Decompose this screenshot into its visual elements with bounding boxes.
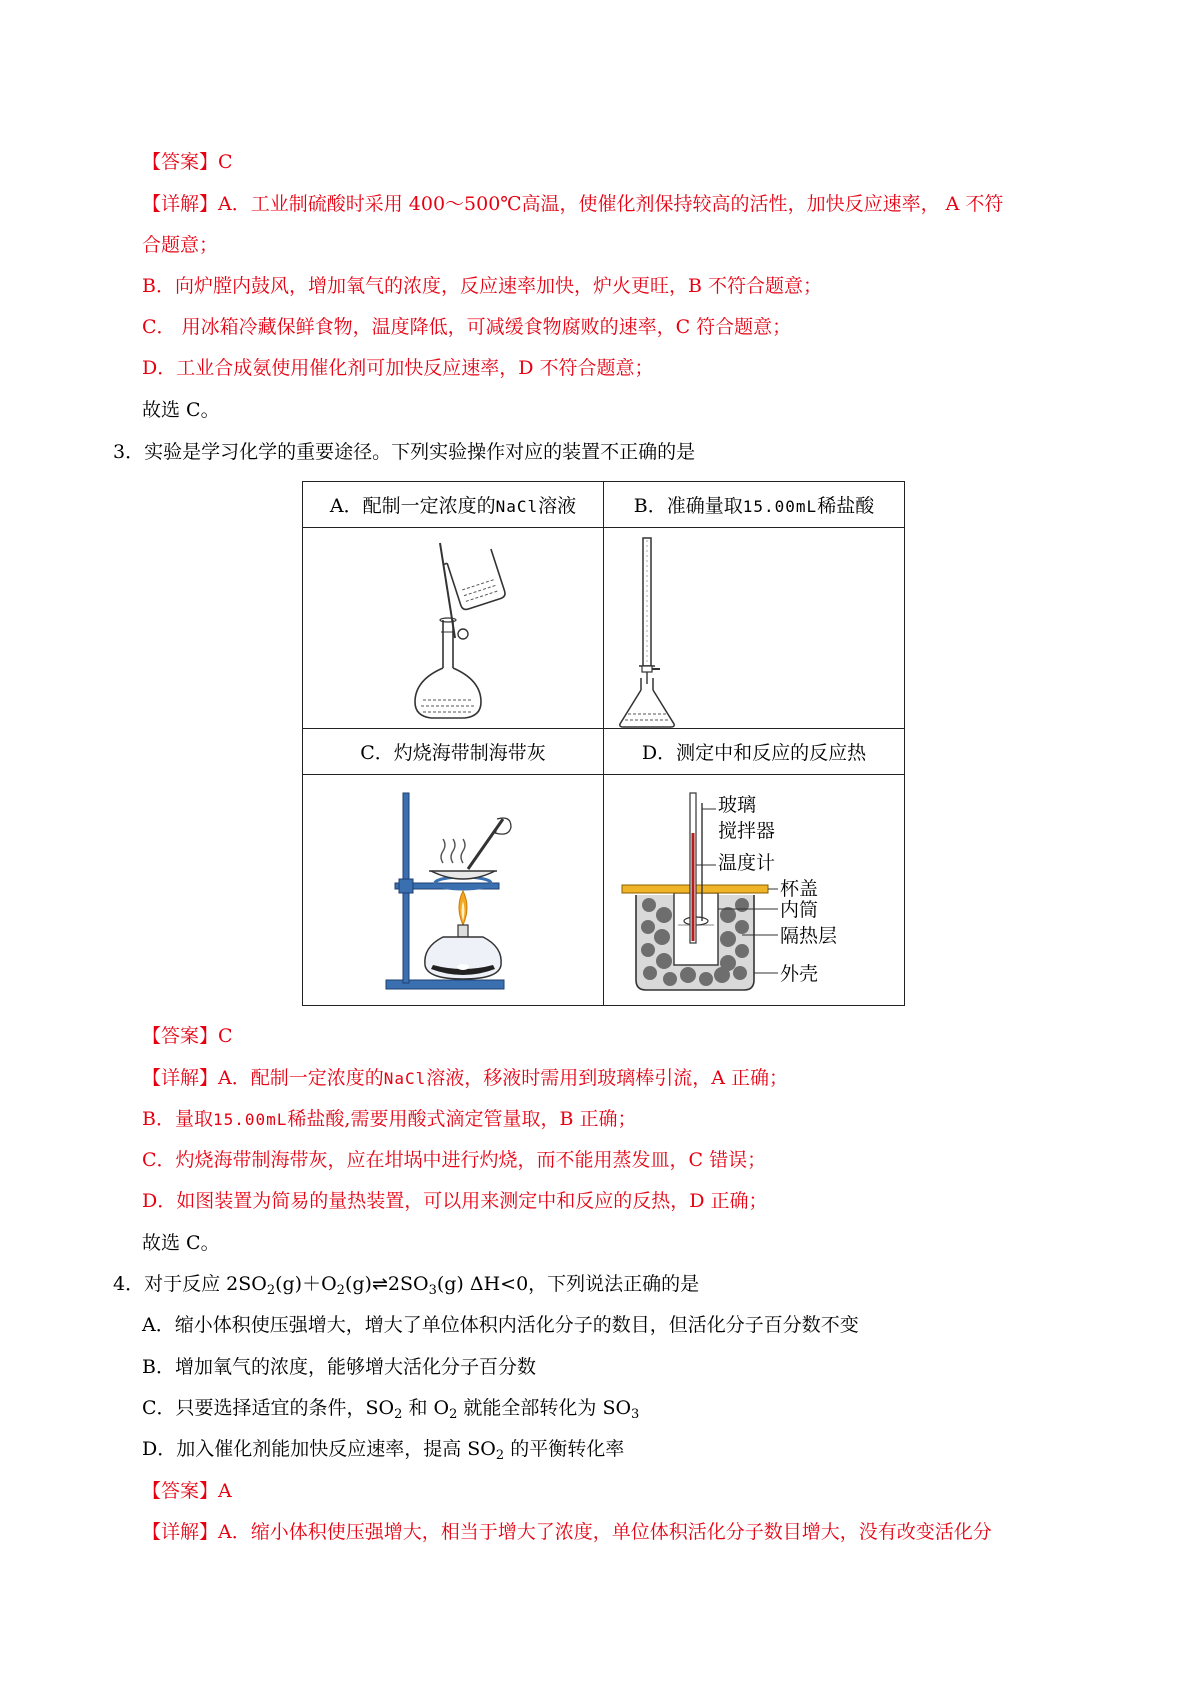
q3-detail-c: C．灼烧海带制海带灰，应在坩埚中进行灼烧，而不能用蒸发皿，C 错误；	[142, 1149, 767, 1171]
label-lid: 杯盖	[780, 878, 819, 900]
option-a-caption: A．配制一定浓度的NaCl溶液	[303, 482, 604, 528]
calorimeter-icon	[604, 775, 904, 1005]
answer-label: 【答案】	[142, 1025, 219, 1047]
answer-label: 【答案】	[142, 151, 219, 173]
burette-icon	[604, 528, 904, 728]
q2-detail-line-1	[142, 190, 1003, 218]
q3-stem: 3．实验是学习化学的重要途径。下列实验操作对应的装置不正确的是	[113, 441, 696, 463]
volumetric-flask-icon	[303, 528, 603, 728]
q4-detail-a: 【详解】A．缩小体积使压强增大，相当于增大了浓度，单位体积活化分子数目增大，没有改变活化分	[142, 1521, 992, 1543]
answer-label: 【答案】	[142, 1480, 219, 1502]
answer-value: C	[218, 1025, 233, 1047]
q3-detail-b: B．量取15.00mL稀盐酸,需要用酸式滴定管量取，B 正确；	[142, 1108, 637, 1130]
option-b-caption: B．准确量取15.00mL稀盐酸	[604, 482, 905, 528]
option-a-figure	[303, 528, 604, 729]
q2-conclusion: 故选 C。	[142, 399, 220, 421]
volume-amount: 15.00mL	[742, 497, 818, 516]
label-shell: 外壳	[780, 963, 819, 985]
q3-answer-line	[142, 1022, 233, 1050]
answer-value: A	[218, 1480, 232, 1502]
label-insulation: 隔热层	[780, 925, 838, 947]
q3-detail-d: D．如图装置为简易的量热装置，可以用来测定中和反应的反热，D 正确；	[142, 1190, 768, 1212]
q2-detail-line-5: D．工业合成氨使用催化剂可加快反应速率，D 不符合题意；	[142, 357, 654, 379]
option-d-caption: D．测定中和反应的反应热	[604, 729, 905, 775]
label-glass-1: 玻璃	[718, 794, 757, 816]
q3-conclusion: 故选 C。	[142, 1232, 220, 1254]
detail-label: 【详解】	[142, 193, 219, 215]
q4-answer-line	[142, 1477, 232, 1505]
q2-detail-line-4: C． 用冰箱冷藏保鲜食物，温度降低，可减缓食物腐败的速率，C 符合题意；	[142, 316, 792, 338]
q4-option-b: B．增加氧气的浓度，能够增大活化分子百分数	[142, 1356, 536, 1378]
equilibrium-arrow-icon: ⇌	[371, 1273, 388, 1295]
q4-option-a: A．缩小体积使压强增大，增大了单位体积内活化分子的数目，但活化分子百分数不变	[142, 1314, 859, 1336]
option-d-figure	[604, 775, 905, 1006]
option-c-caption: C．灼烧海带制海带灰	[303, 729, 604, 775]
q2-answer-line	[142, 148, 233, 176]
label-thermometer: 温度计	[718, 852, 776, 874]
q4-option-d: D．加入催化剂能加快反应速率，提高 $SO_2$ 的平衡转化率	[142, 1438, 625, 1463]
label-glass-2: 搅拌器	[718, 820, 776, 842]
detail-label: 【详解】	[142, 1521, 219, 1543]
q3-detail-a: 【详解】A．配制一定浓度的NaCl溶液，移液时需用到玻璃棒引流，A 正确；	[142, 1067, 789, 1089]
q2-detail-line-2: 合题意；	[142, 234, 219, 256]
q4-stem: 4．对于反应 $2SO_2(g)+O_2(g)\rightleftharpoons 2SO_3(g)$ ΔH<0，下列说法正确的是	[113, 1270, 699, 1298]
label-inner: 内筒	[780, 899, 819, 921]
alcohol-lamp-stand-icon	[303, 775, 603, 1005]
option-c-figure	[303, 775, 604, 1006]
detail-label: 【详解】	[142, 1067, 219, 1089]
q2-detail-line-3: B．向炉膛内鼓风，增加氧气的浓度，反应速率加快，炉火更旺，B 不符合题意；	[142, 275, 822, 297]
option-b-figure	[604, 528, 905, 729]
answer-value: C	[218, 151, 233, 173]
q4-option-c: C．只要选择适宜的条件，$SO_2$ 和 $O_2$ 就能全部转化为 $SO_3$	[142, 1397, 640, 1422]
q3-options-table	[302, 481, 905, 1006]
detail-text: A．工业制硫酸时采用 400～500℃高温，使催化剂保持较高的活性，加快反应速率， A 不符	[218, 193, 1004, 215]
nacl-formula: NaCl	[495, 497, 539, 516]
